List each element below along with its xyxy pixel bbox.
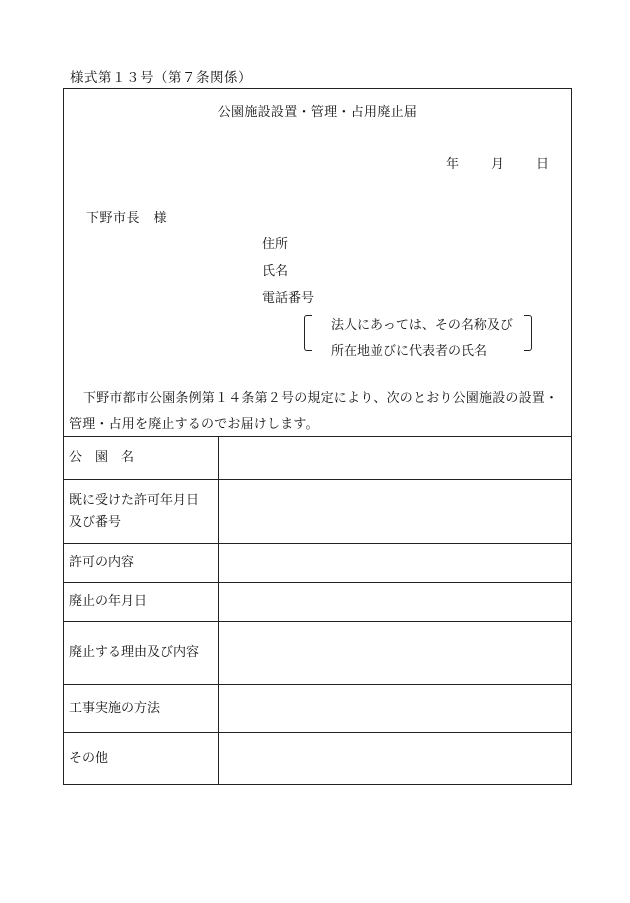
construction-method-label: 工事実施の方法 [63,685,219,733]
construction-method-field[interactable] [219,685,573,733]
left-bracket [304,315,312,351]
table-row [63,480,572,544]
prior-permit-label [63,480,219,544]
other-field[interactable] [219,733,573,785]
corporate-note [304,313,532,359]
form-frame [63,88,572,785]
date-year-label: 年 [445,157,459,172]
permit-content-label: 許可の内容 [63,544,219,583]
name-label: 氏名 [262,264,289,279]
permit-content-field[interactable] [219,544,573,583]
table-row [63,437,572,480]
table-row [63,622,572,685]
recipient: 下野市長 様 [86,211,168,226]
table-row [63,583,572,622]
right-bracket [524,315,532,351]
abolition-date-label: 廃止の年月日 [63,583,219,622]
park-name-label: 公 園 名 [63,437,219,480]
prior-permit-label-line1: 既に受けた許可年月日 [69,492,200,508]
prior-permit-label-line2: 及び番号 [69,514,122,530]
address-label: 住所 [262,237,289,252]
abolition-reason-label: 廃止する理由及び内容 [63,622,219,685]
abolition-reason-field[interactable] [219,622,573,685]
table-row [63,685,572,733]
form-title: 公園施設設置・管理・占用廃止届 [217,105,418,120]
table-row [63,544,572,583]
abolition-date-field[interactable] [219,583,573,622]
park-name-field[interactable] [219,437,573,480]
date-line [446,153,549,172]
form-number: 様式第１３号（第７条関係） [70,70,252,86]
date-month-label: 月 [490,157,504,172]
phone-label: 電話番号 [262,291,315,306]
corporate-note-line2: 所在地並びに代表者の氏名 [331,344,488,359]
prior-permit-field[interactable] [219,480,573,544]
other-label: その他 [63,733,219,785]
table-row [63,733,572,785]
statement-text: 下野市都市公園条例第１４条第２号の規定により、次のとおり公園施設の設置・管理・占用を廃止するのでお届けします。 [69,391,559,432]
date-day-label: 日 [535,157,549,172]
corporate-note-line1: 法人にあっては、その名称及び [331,318,513,333]
detail-table [63,436,572,785]
